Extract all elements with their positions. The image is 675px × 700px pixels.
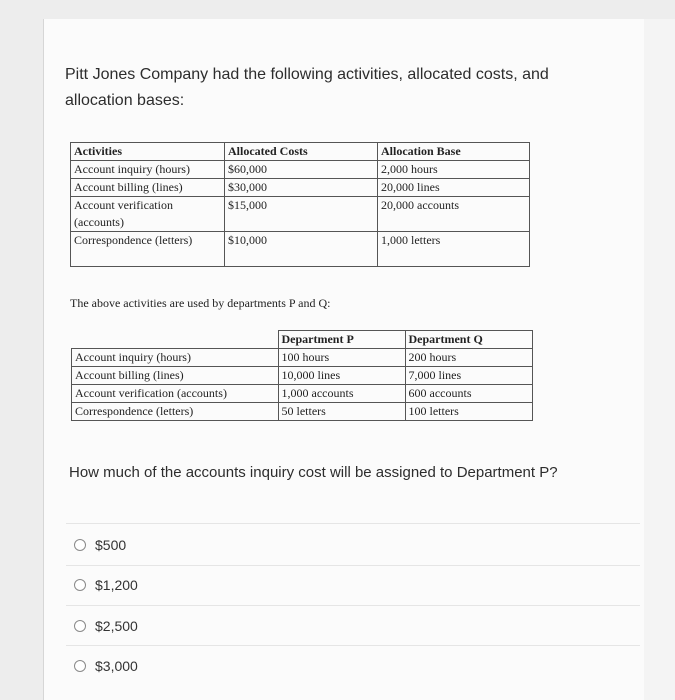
table-row: [71, 232, 530, 267]
cost-cell: $60,000: [225, 161, 378, 179]
header-allocation-base: Allocation Base: [378, 143, 530, 161]
divider: [66, 605, 640, 606]
base-cell: 20,000 accounts: [378, 197, 530, 232]
dept-p-cell: 1,000 accounts: [278, 385, 405, 403]
usage-note: The above activities are used by departments P and Q:: [70, 296, 331, 310]
question-text: How much of the accounts inquiry cost will be assigned to Department P?: [69, 464, 558, 481]
answer-option-500[interactable]: [74, 535, 126, 555]
right-margin: [644, 19, 675, 700]
option-label: $3,000: [95, 658, 138, 674]
base-cell: 1,000 letters: [378, 232, 530, 267]
dept-q-cell: 100 letters: [405, 403, 532, 421]
cost-cell: $10,000: [225, 232, 378, 267]
divider: [66, 523, 640, 524]
header-empty: [72, 331, 279, 349]
dept-q-cell: 600 accounts: [405, 385, 532, 403]
table-row: [72, 349, 533, 367]
header-activities: Activities: [71, 143, 225, 161]
answer-option-1200[interactable]: [74, 575, 138, 595]
base-cell: 2,000 hours: [378, 161, 530, 179]
department-usage-table: [71, 330, 533, 421]
table-row: [71, 161, 530, 179]
activity-cell: Correspondence (letters): [72, 403, 279, 421]
table-row: [72, 367, 533, 385]
answer-option-3000[interactable]: [74, 656, 138, 676]
divider: [66, 645, 640, 646]
table-row: [71, 179, 530, 197]
option-label: $2,500: [95, 618, 138, 634]
radio-button[interactable]: [74, 660, 86, 672]
cost-cell: $30,000: [225, 179, 378, 197]
question-intro: Pitt Jones Company had the following activities, allocated costs, and allocation bases:: [65, 66, 549, 109]
dept-q-cell: 200 hours: [405, 349, 532, 367]
activity-cell: Account billing (lines): [71, 179, 225, 197]
table-header-row: [72, 331, 533, 349]
table-row: [72, 403, 533, 421]
activity-cell: Account inquiry (hours): [71, 161, 225, 179]
option-label: $500: [95, 537, 127, 553]
divider: [66, 565, 640, 566]
dept-p-cell: 100 hours: [278, 349, 405, 367]
table-row: [71, 197, 530, 232]
radio-button[interactable]: [74, 579, 86, 591]
activity-cell: Account billing (lines): [72, 367, 279, 385]
radio-button[interactable]: [74, 620, 86, 632]
header-department-q: Department Q: [405, 331, 532, 349]
activity-cell: Account verification (accounts): [71, 197, 225, 232]
dept-q-cell: 7,000 lines: [405, 367, 532, 385]
radio-button[interactable]: [74, 539, 86, 551]
cost-cell: $15,000: [225, 197, 378, 232]
activities-table: [70, 142, 530, 267]
table-row: [72, 385, 533, 403]
dept-p-cell: 50 letters: [278, 403, 405, 421]
header-allocated-costs: Allocated Costs: [225, 143, 378, 161]
dept-p-cell: 10,000 lines: [278, 367, 405, 385]
activity-cell: Correspondence (letters): [71, 232, 225, 267]
base-cell: 20,000 lines: [378, 179, 530, 197]
answer-option-2500[interactable]: [74, 616, 138, 636]
header-department-p: Department P: [278, 331, 405, 349]
activity-cell: Account verification (accounts): [72, 385, 279, 403]
activity-cell: Account inquiry (hours): [72, 349, 279, 367]
option-label: $1,200: [95, 577, 138, 593]
table-header-row: [71, 143, 530, 161]
